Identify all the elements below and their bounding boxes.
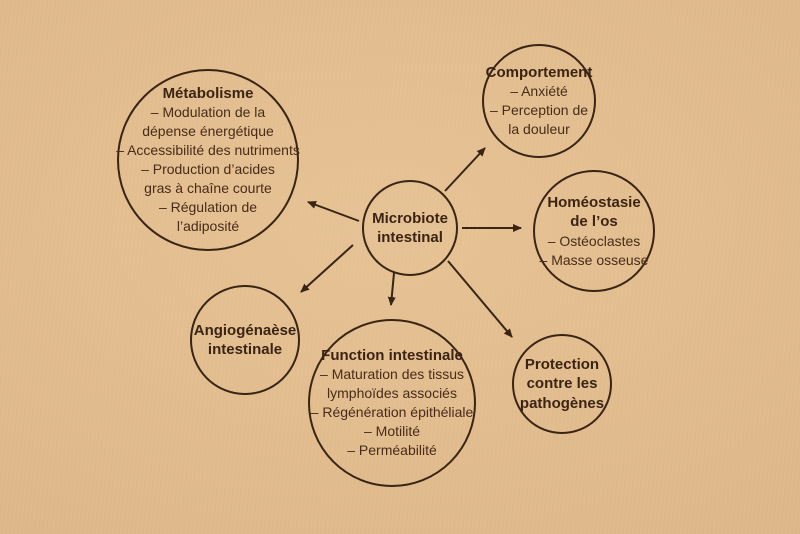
node-item-line: – Régénération épithéliale [310, 404, 474, 421]
node-item-line: dépense énergétique [142, 123, 274, 140]
node-item-line: – Accessibilité des nutriments [116, 142, 300, 159]
arrow-to-protection [448, 261, 512, 337]
node-item-line: – Perception de [489, 102, 589, 119]
node-item-line: – Régulation de [158, 199, 258, 216]
node-item-line: lymphoïdes associés [327, 385, 457, 402]
node-item-line: – Modulation de la [150, 104, 266, 121]
arrow-to-comportement [445, 148, 485, 191]
node-item-line: – Perméabilité [347, 442, 437, 459]
node-metabolisme [117, 69, 299, 251]
node-item-line: – Anxiété [510, 83, 568, 100]
node-title-line: pathogènes [519, 394, 605, 412]
node-title-line: Angiogénaèse [193, 321, 297, 339]
node-item-line: gras à chaîne courte [144, 180, 272, 197]
node-title: Function intestinale [321, 346, 463, 364]
node-title: Métabolisme [162, 84, 254, 102]
node-title-line: de l’os [570, 213, 618, 230]
node-item-line: – Maturation des tissus [320, 366, 464, 383]
node-item-line: la douleur [508, 121, 570, 138]
node-comportement [482, 44, 596, 158]
node-title-line: intestinale [207, 341, 283, 358]
node-title-line: contre les [526, 375, 598, 393]
arrow-to-function [391, 273, 394, 305]
node-angiogenese [190, 285, 300, 395]
node-title-line: Homéostasie [547, 193, 641, 211]
arrow-to-metabolisme [308, 202, 359, 221]
node-title: Comportement [485, 63, 593, 81]
node-function-intestinale [308, 319, 476, 487]
node-item-line: – Production d’acides [141, 161, 275, 178]
node-item-line: – Masse osseuse [539, 251, 649, 268]
node-item-line: – Ostéoclastes [547, 232, 641, 249]
node-item-line: – Motilité [363, 423, 421, 440]
node-microbiote-intestinal [362, 180, 458, 276]
node-protection-pathogenes [512, 334, 612, 434]
node-title-line: Protection [524, 355, 600, 373]
arrow-to-angiogenese [301, 245, 353, 292]
node-title-line: Microbiote [372, 209, 448, 227]
node-item-line: l’adiposité [176, 218, 240, 235]
node-title-line: intestinal [377, 229, 443, 246]
node-homeostasie-os [533, 170, 655, 292]
